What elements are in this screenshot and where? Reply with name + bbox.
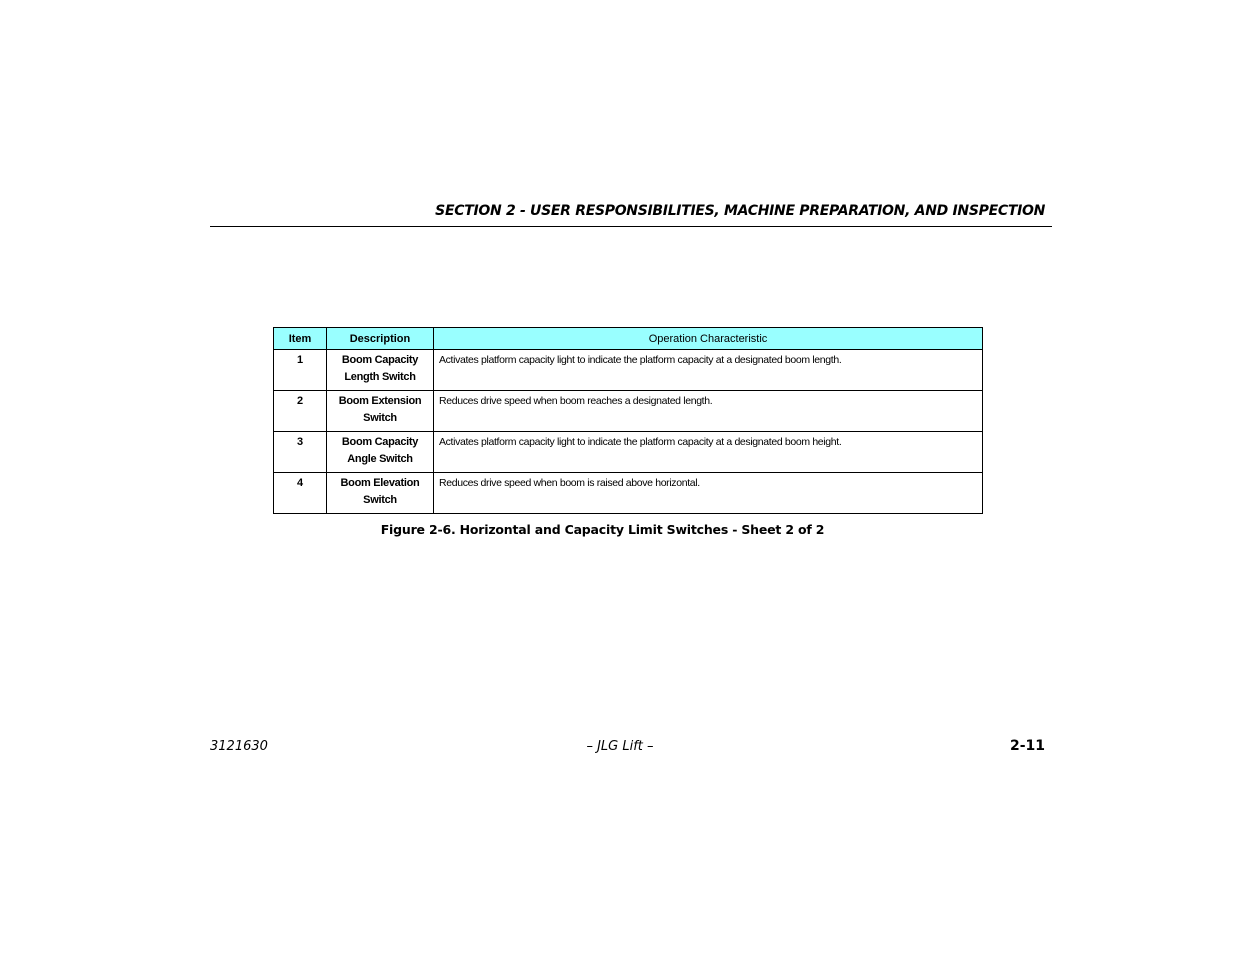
table-row <box>274 391 983 432</box>
table-row <box>274 473 983 514</box>
footer-publisher: – JLG Lift – <box>586 739 654 754</box>
description-line: Switch <box>363 494 397 506</box>
description-line: Boom Capacity <box>341 436 419 448</box>
item-cell: 4 <box>274 473 327 514</box>
table-header-row <box>274 328 983 350</box>
operation-cell: Activates platform capacity light to indicate the platform capacity at a designated boom length. <box>434 350 983 391</box>
operation-cell: Activates platform capacity light to indicate the platform capacity at a designated boom height. <box>434 432 983 473</box>
table-row <box>274 350 983 391</box>
item-cell: 3 <box>274 432 327 473</box>
table-row <box>274 432 983 473</box>
figure-caption: Figure 2-6. Horizontal and Capacity Limit Switches - Sheet 2 of 2 <box>380 522 825 537</box>
description-cell <box>327 391 434 432</box>
description-cell <box>327 473 434 514</box>
description-line: Length Switch <box>344 371 416 383</box>
switch-table <box>273 327 983 514</box>
item-cell: 2 <box>274 391 327 432</box>
column-header-item: Item <box>274 328 327 350</box>
operation-cell: Reduces drive speed when boom is raised above horizontal. <box>434 473 983 514</box>
section-title: SECTION 2 - USER RESPONSIBILITIES, MACHINE PREPARATION, AND INSPECTION <box>435 203 1045 219</box>
description-line: Switch <box>363 412 397 424</box>
description-line: Boom Elevation <box>340 477 420 489</box>
footer-page-number: 2-11 <box>1009 738 1045 754</box>
operation-cell: Reduces drive speed when boom reaches a designated length. <box>434 391 983 432</box>
column-header-description: Description <box>327 328 434 350</box>
column-header-operation: Operation Characteristic <box>434 328 983 350</box>
description-cell <box>327 432 434 473</box>
description-line: Boom Extension <box>338 395 422 407</box>
description-line: Boom Capacity <box>341 354 419 366</box>
item-cell: 1 <box>274 350 327 391</box>
description-line: Angle Switch <box>347 453 413 465</box>
section-header <box>210 202 1052 227</box>
footer-doc-number: 3121630 <box>210 739 268 754</box>
description-cell <box>327 350 434 391</box>
